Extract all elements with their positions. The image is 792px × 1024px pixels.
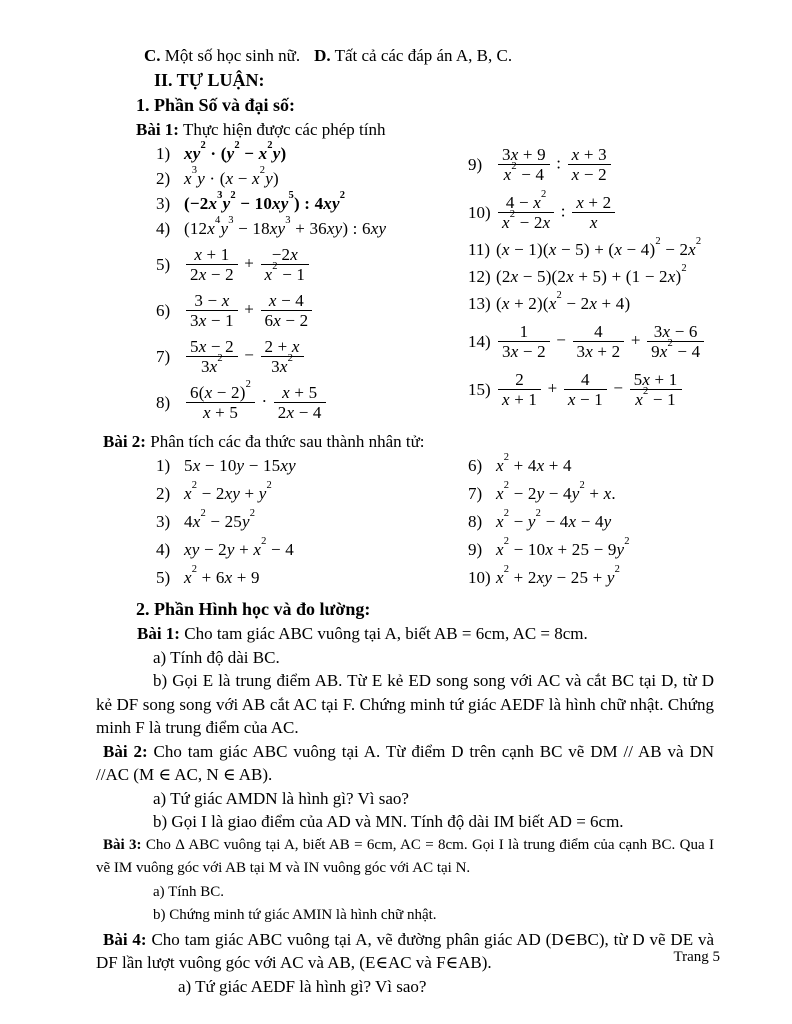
math-expression: $x^2 - 10x + 25 - 9y^2$ — [496, 536, 630, 560]
exercise-item — [156, 290, 468, 331]
fraction: $\frac{2 + x}{3x^2}$ — [261, 337, 304, 376]
exercise-item — [468, 290, 714, 314]
exercise-item — [468, 480, 714, 504]
exercise-item — [156, 564, 468, 588]
exercise-item — [468, 236, 714, 260]
item-number: 10) — [468, 568, 491, 588]
exercise-paragraph: Bài 1: Cho tam giác ABC vuông tại A, biết AB = 6cm, AC = 8cm. — [137, 624, 588, 644]
math-expression: $\frac{3 - x}{3x - 1}$ + $\frac{x - 4}{6x - 2}$ — [184, 290, 314, 331]
item-number: 1) — [156, 144, 171, 163]
item-number: 9) — [468, 154, 483, 174]
exercise-item — [468, 321, 714, 362]
exercise-item — [156, 215, 468, 239]
exercise-item — [156, 165, 468, 189]
exercise-item — [468, 144, 714, 185]
item-number: 8) — [156, 392, 171, 412]
math-expression: $x^2 - y^2 - 4x - 4y$ — [496, 508, 612, 532]
sub-question: b) Chứng minh tứ giác AMIN là hình chữ nhật. — [153, 907, 437, 924]
exercise-item — [468, 263, 714, 287]
math-expression: $4x^2 - 25y^2$ — [184, 508, 256, 532]
item-number: 3) — [156, 194, 171, 213]
exercise-paragraph: Bài 2: Cho tam giác ABC vuông tại A. Từ điểm D trên cạnh BC vẽ DM // AB và DN //AC (M ∈ AC, N ∈ AB). — [96, 741, 714, 785]
item-number: 15) — [468, 379, 491, 399]
math-expression: $(-2x^3y^2 - 10xy^5)$ : $4xy^2$ — [184, 190, 346, 213]
exercise-item — [468, 508, 714, 532]
item-number: 6) — [468, 456, 483, 476]
exercise-item — [156, 480, 468, 504]
item-number: 6) — [156, 300, 171, 320]
fraction: $\frac{x + 2}{x}$ — [572, 193, 615, 232]
math-expression: $\frac{2}{x + 1}$ + $\frac{4}{x - 1}$ − $\frac{5x + 1}{x^2 - 1}$ — [496, 369, 684, 410]
item-number: 5) — [156, 254, 171, 274]
item-number: 2) — [156, 484, 171, 504]
fraction: $\frac{x + 5}{2x - 4}$ — [274, 383, 326, 422]
item-number: 4) — [156, 219, 171, 238]
option-c-text: Một số học sinh nữ. — [164, 46, 301, 65]
algebra-bai1-heading — [136, 118, 714, 142]
math-expression: $x^2 - 2xy + y^2$ — [184, 480, 273, 504]
item-number: 12) — [468, 267, 491, 287]
bai1-right-column — [468, 144, 714, 428]
fraction: $\frac{x - 4}{6x - 2}$ — [261, 291, 313, 330]
exercise-paragraph: Bài 4: Cho tam giác ABC vuông tại A, vẽ đường phân giác AD (D∈BC), từ D vẽ DE và DF lần lượt vuông góc với AC và AB, (E∈AC và F∈AB). — [96, 929, 714, 973]
fraction: $\frac{x + 1}{2x - 2}$ — [186, 245, 238, 284]
fraction: $\frac{6(x - 2)^2}{x + 5}$ — [186, 383, 255, 422]
math-expression: xy − $2y + x^2 - 4$ — [184, 536, 294, 560]
geometry-paragraphs — [96, 622, 714, 998]
item-number: 7) — [156, 346, 171, 366]
exercise-item — [156, 456, 468, 476]
exercise-item — [468, 369, 714, 410]
option-d-text: Tất cả các đáp án A, B, C. — [334, 46, 513, 65]
fraction: $\frac{x + 3}{x - 2}$ — [568, 145, 611, 184]
item-number: 14) — [468, 331, 491, 351]
sub-question: b) Gọi E là trung điểm AB. Từ E kẻ ED song song với AC và cắt BC tại D, từ D kẻ DF song song với AB cắt AC tại F. Chứng minh tứ giác AEDF là hình chữ nhật. Chứng minh F là trung điểm của AC. — [96, 671, 714, 738]
sub-question: a) Tứ giác AMDN là hình gì? Vì sao? — [153, 788, 409, 808]
fraction: $\frac{4}{3x + 2}$ — [573, 322, 625, 361]
fraction: $\frac{-2x}{x^2 - 1}$ — [261, 245, 310, 284]
item-number: 9) — [468, 540, 483, 560]
math-expression: $\frac{5x - 2}{3x^2}$ − $\frac{2 + x}{3x^2}$ — [184, 336, 306, 377]
option-d-label: D. — [314, 46, 331, 65]
item-number: 7) — [468, 484, 483, 504]
math-expression: $(x + 2)(x^2 - 2x + 4)$ — [496, 290, 631, 314]
algebra-bai2-title: Phân tích các đa thức sau thành nhân tử: — [150, 432, 425, 452]
math-expression: $\frac{x + 1}{2x - 2}$ + $\frac{-2x}{x^2 - 1}$ — [184, 244, 311, 285]
exercise-label: Bài 1: — [137, 624, 185, 644]
fraction: $\frac{4}{x - 1}$ — [564, 370, 607, 409]
exercise-item — [156, 336, 468, 377]
algebra-bai2-exercises — [156, 452, 714, 596]
exercise-item — [468, 452, 714, 476]
exercise-label: Bài 2: — [103, 741, 154, 761]
exercise-item — [156, 379, 468, 423]
exercise-item — [156, 140, 468, 164]
exercise-item — [468, 564, 714, 588]
math-expression: $x^3y \cdot (x - x^2y)$ — [184, 165, 279, 188]
sub-question: a) Tính độ dài BC. — [153, 647, 280, 667]
option-c-label: C. — [144, 46, 161, 65]
fraction: $\frac{4 - x^2}{x^2 - 2x}$ — [498, 193, 554, 232]
math-expression: $x^2 - 2y - 4y^2 + x$. — [496, 480, 616, 504]
math-expression: $(2x - 5)(2x + 5) + (1 - 2x)^2$ — [496, 263, 687, 287]
section-tu-luan-title: II. TỰ LUẬN: — [154, 70, 265, 90]
math-expression: $\frac{4 - x^2}{x^2 - 2x}$ : $\frac{x + 2}{x}$ — [496, 192, 617, 233]
item-number: 5) — [156, 568, 171, 588]
bai2-right-column — [468, 452, 714, 596]
math-expression: $(12x^4y^3 - 18xy^3 + 36xy)$ : 6xy — [184, 215, 387, 238]
answer-option-line — [144, 44, 714, 68]
math-expression: $x^2 + 4x + 4$ — [496, 452, 572, 476]
item-number: 8) — [468, 512, 483, 532]
math-expression: 5x − 10y − 15xy — [184, 456, 296, 476]
math-expression: $xy^2 \cdot (y^2 - x^2y)$ — [184, 140, 287, 163]
fraction: $\frac{3x - 6}{9x^2 - 4}$ — [647, 322, 704, 361]
item-number: 10) — [468, 202, 491, 222]
item-number: 13) — [468, 294, 491, 314]
fraction: $\frac{3 - x}{3x - 1}$ — [186, 291, 238, 330]
item-number: 11) — [468, 240, 491, 260]
item-number: 2) — [156, 169, 171, 188]
fraction: $\frac{5x - 2}{3x^2}$ — [186, 337, 238, 376]
math-expression: $(x - 1)(x - 5) + (x - 4)^2 - 2x^2$ — [496, 236, 702, 260]
algebra-bai1-title: Thực hiện được các phép tính — [182, 120, 386, 139]
fraction: $\frac{3x + 9}{x^2 - 4}$ — [498, 145, 550, 184]
exercise-item — [156, 508, 468, 532]
bai1-left-column — [156, 140, 468, 428]
exercise-item — [468, 189, 714, 233]
item-number: 1) — [156, 456, 171, 476]
sub-question: a) Tính BC. — [153, 883, 224, 900]
math-expression: $\frac{3x + 9}{x^2 - 4}$ : $\frac{x + 3}{x - 2}$ — [496, 144, 613, 185]
exercise-item — [156, 190, 468, 214]
sub-question: b) Gọi I là giao điểm của AD và MN. Tính độ dài IM biết AD = 6cm. — [153, 812, 624, 832]
fraction: $\frac{5x + 1}{x^2 - 1}$ — [630, 370, 682, 409]
item-number: 3) — [156, 512, 171, 532]
algebra-bai2-heading — [103, 430, 714, 454]
bai2-left-column — [156, 456, 468, 596]
algebra-bai1-label: Bài 1: — [136, 120, 179, 139]
math-expression: $\frac{6(x - 2)^2}{x + 5}$ · $\frac{x + 5}{2x - 4}$ — [184, 382, 328, 423]
exercise-item — [468, 536, 714, 560]
item-number: 4) — [156, 540, 171, 560]
exercise-label: Bài 3: — [103, 836, 146, 853]
exercise-label: Bài 4: — [103, 929, 152, 949]
part2-title: 2. Phần Hình học và đo lường: — [136, 599, 371, 620]
sub-question: a) Tứ giác AEDF là hình gì? Vì sao? — [178, 976, 427, 996]
fraction: $\frac{1}{3x - 2}$ — [498, 322, 550, 361]
fraction: $\frac{2}{x + 1}$ — [498, 370, 541, 409]
math-expression: $x^2 + 2xy - 25 + y^2$ — [496, 564, 621, 588]
part1-title: 1. Phần Số và đại số: — [136, 95, 296, 115]
page-number: Trang 5 — [673, 949, 720, 965]
exercise-item — [156, 536, 468, 560]
exercise-paragraph: Bài 3: Cho Δ ABC vuông tại A, biết AB = 6cm, AC = 8cm. Gọi I là trung điểm của cạnh BC. Qua I vẽ IM vuông góc với AB tại M và IN vuông góc với AC tại N. — [96, 836, 714, 877]
exercise-item — [156, 244, 468, 285]
algebra-bai1-exercises — [156, 140, 714, 428]
math-expression: $x^2 + 6x + 9$ — [184, 564, 260, 588]
math-expression: $\frac{1}{3x - 2}$ − $\frac{4}{3x + 2}$ + $\frac{3x - 6}{9x^2 - 4}$ — [496, 321, 706, 362]
algebra-bai2-label: Bài 2: — [103, 432, 146, 452]
